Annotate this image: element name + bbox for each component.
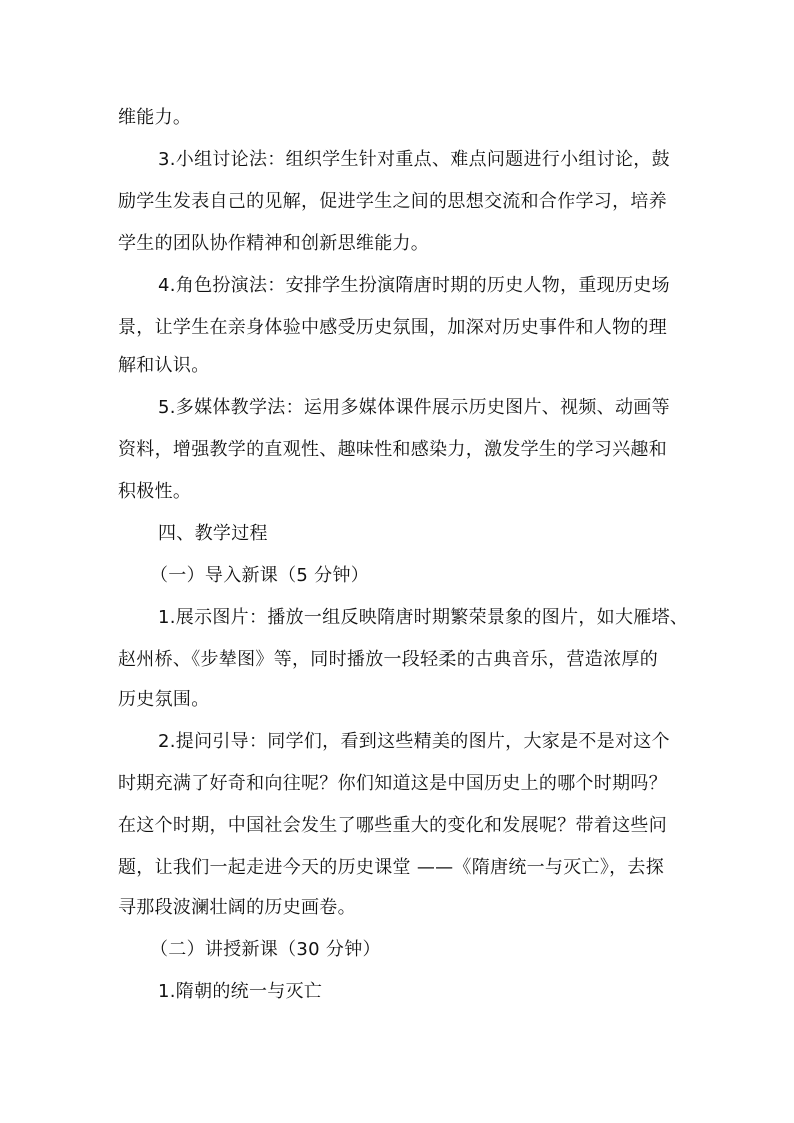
text-line: 1.展示图片：播放一组反映隋唐时期繁荣景象的图片，如大雁塔、 [158,607,689,628]
subsection-heading: （一）导入新课（5 分钟） [150,565,370,586]
text-line: 历史氛围。 [118,689,210,710]
text-line: 4.角色扮演法：安排学生扮演隋唐时期的历史人物，重现历史场 [158,275,670,296]
subsection-heading: （二）讲授新课（30 分钟） [150,939,381,960]
section-heading: 四、教学过程 [158,523,268,544]
text-line: 积极性。 [118,481,192,502]
text-line: 在这个时期，中国社会发生了哪些重大的变化和发展呢？带着这些问 [118,815,667,836]
text-line: 1.隋朝的统一与灭亡 [158,981,323,1002]
text-line: 2.提问引导：同学们，看到这些精美的图片，大家是不是对这个 [158,731,670,752]
text-line: 维能力。 [118,107,192,128]
text-line: 寻那段波澜壮阔的历史画卷。 [118,897,356,918]
text-line: 5.多媒体教学法：运用多媒体课件展示历史图片、视频、动画等 [158,397,670,418]
text-line: 景，让学生在亲身体验中感受历史氛围，加深对历史事件和人物的理 [118,317,667,338]
text-line: 资料，增强教学的直观性、趣味性和感染力，激发学生的学习兴趣和 [118,439,667,460]
text-line: 3.小组讨论法：组织学生针对重点、难点问题进行小组讨论，鼓 [158,149,670,170]
text-line: 时期充满了好奇和向往呢？你们知道这是中国历史上的哪个时期吗？ [118,773,667,794]
text-line: 励学生发表自己的见解，促进学生之间的思想交流和合作学习，培养 [118,191,667,212]
text-line: 题，让我们一起走进今天的历史课堂 ——《隋唐统一与灭亡》，去探 [118,857,665,878]
text-line: 解和认识。 [118,355,210,376]
text-line: 学生的团队协作精神和创新思维能力。 [118,233,430,254]
text-line: 赵州桥、《步辇图》等，同时播放一段轻柔的古典音乐，营造浓厚的 [118,649,658,670]
